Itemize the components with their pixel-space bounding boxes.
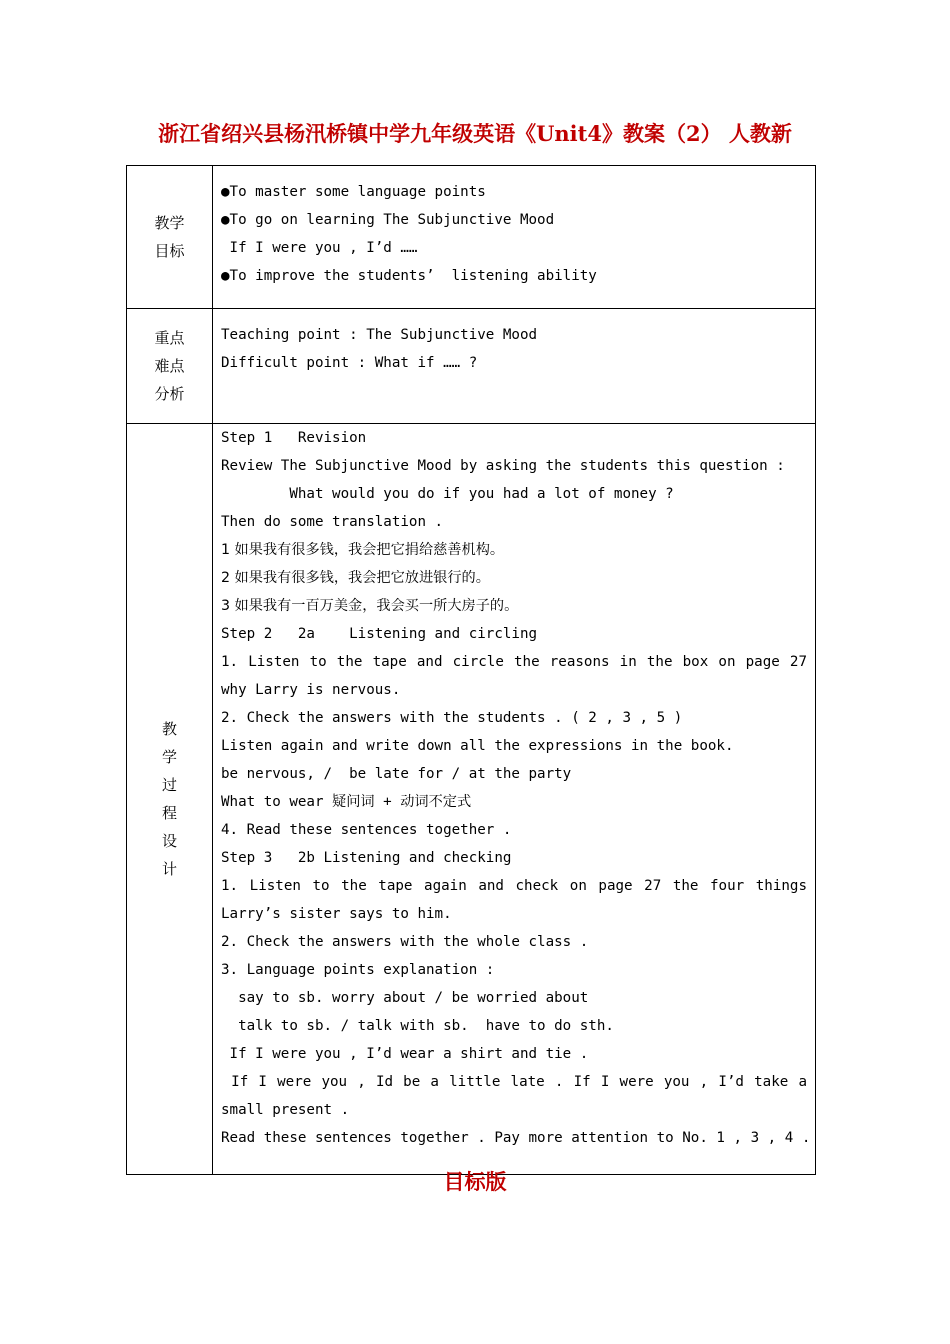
label-line: 目标 [154, 242, 185, 260]
table-row-key-points [127, 309, 816, 424]
procedure-line: 2. Check the answers with the students . ( 2 , 3 , 5 ) [221, 710, 683, 726]
row-content-objectives [213, 166, 816, 309]
procedure-line: Listen again and write down all the expressions in the book. [221, 738, 734, 754]
row-label-key-points [127, 309, 213, 424]
row-content-key-points [213, 309, 816, 424]
procedure-line: 3 如果我有一百万美金，我会买一所大房子的。 [221, 598, 519, 614]
label-line: 设 [161, 832, 177, 850]
procedure-line: Step 2 2a Listening and circling [221, 626, 538, 642]
procedure-line: be nervous, / be late for / at the party [221, 766, 572, 782]
label-line: 重点 [154, 329, 185, 347]
procedure-line: talk to sb. / talk with sb. have to do sth. [221, 1018, 614, 1034]
key-point-line: Teaching point : The Subjunctive Mood [221, 327, 538, 343]
procedure-line: What to wear 疑问词 + 动词不定式 [221, 794, 472, 810]
procedure-line: Read these sentences together . Pay more attention to No. 1 , 3 , 4 . [221, 1130, 811, 1146]
table-row-objectives [127, 166, 816, 309]
procedure-line: 1. Listen to the tape and circle the reasons in the box on page 27 [221, 654, 807, 670]
procedure-line: 1. Listen to the tape again and check on page 27 the four things [221, 878, 807, 894]
procedure-line: small present . [221, 1102, 350, 1118]
procedure-line: If I were you , Id be a little late . If I were you , I’d take a [221, 1074, 807, 1090]
key-point-line: Difficult point : What if …… ? [221, 355, 478, 371]
document-title: 浙江省绍兴县杨汛桥镇中学九年级英语《Unit4》教案（2） 人教新 [158, 121, 792, 146]
procedure-line: Larry’s sister says to him. [221, 906, 452, 922]
procedure-line: 3. Language points explanation : [221, 962, 495, 978]
row-content-procedure [213, 424, 816, 1175]
procedure-line: If I were you , I’d wear a shirt and tie . [221, 1046, 589, 1062]
procedure-line: Step 1 Revision [221, 430, 367, 446]
label-line: 教学 [154, 214, 185, 232]
label-line: 教 [161, 720, 177, 738]
row-label-objectives [127, 166, 213, 309]
footer-label: 目标版 [443, 1169, 507, 1194]
objective-line: ●To improve the students’ listening ability [221, 268, 597, 284]
lesson-plan-table [126, 165, 816, 1175]
procedure-line: Step 3 2b Listening and checking [221, 850, 512, 866]
label-line: 过 [161, 776, 177, 794]
procedure-line: say to sb. worry about / be worried about [221, 990, 589, 1006]
procedure-line: Then do some translation . [221, 514, 444, 530]
procedure-line: 2. Check the answers with the whole class . [221, 934, 589, 950]
procedure-line: 4. Read these sentences together . [221, 822, 512, 838]
label-line: 分析 [154, 385, 185, 403]
objective-line: If I were you , I’d …… [221, 240, 418, 256]
procedure-line: 2 如果我有很多钱，我会把它放进银行的。 [221, 570, 490, 586]
objective-line: ●To go on learning The Subjunctive Mood [221, 212, 555, 228]
objective-line: ●To master some language points [221, 184, 486, 200]
procedure-line: Review The Subjunctive Mood by asking the students this question : [221, 458, 785, 474]
row-label-procedure [127, 424, 213, 1175]
label-line: 难点 [154, 357, 185, 375]
procedure-line: What would you do if you had a lot of money ? [221, 486, 674, 502]
procedure-line: 1 如果我有很多钱，我会把它捐给慈善机构。 [221, 542, 505, 558]
procedure-line: why Larry is nervous. [221, 682, 401, 698]
label-line: 程 [161, 804, 177, 822]
label-line: 学 [161, 748, 177, 766]
table-row-procedure [127, 424, 816, 1175]
label-line: 计 [161, 860, 177, 878]
